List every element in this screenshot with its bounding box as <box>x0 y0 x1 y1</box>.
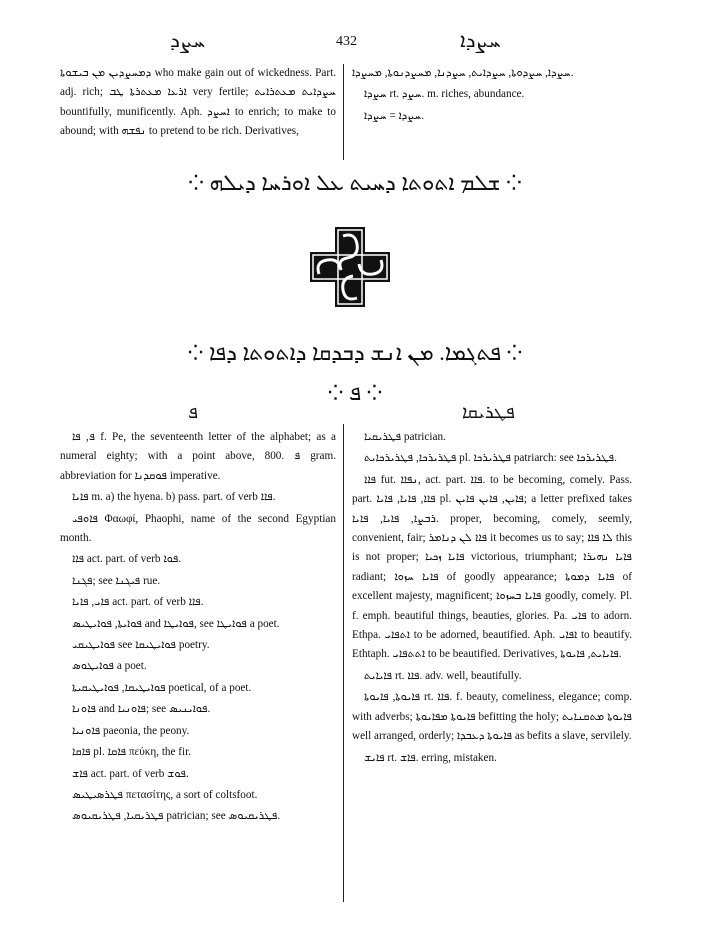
dictionary-entry: ܦܐܐ act. part. of verb ܦܘܐ. <box>72 553 182 566</box>
dictionary-entry: ܦܐܝܘܬܐ, ܦܐܝܘܬܐ rt. ܦܐܐ. f. beauty, comeliness, elegance; comp. with adverbs; ܦܐܝܘܬܐ ܡܦܐܝܘܬܐ befitting the holy; ܦܐܝܘܬܐ ܡܬܩܢܐܝܬ well arranged, orderly; ܦܐܝܘܬܐ ܕܥܒܕܐ as befits a slave, servilely. <box>352 691 632 743</box>
dictionary-entry: ܦܐܫ act. part. of verb ܦܘܫ. <box>72 767 189 780</box>
header-left-word: ܚܨܕ <box>170 30 205 52</box>
running-header <box>60 30 650 56</box>
top-left-column <box>60 64 336 144</box>
dictionary-entry: ܦܛܪܣܝܛܝܣ πετασίτης, a sort of coltsfoot. <box>72 788 258 801</box>
dictionary-entry: ܦܐܘܦܝ Φαωφί, Phaophi, name of the second Egyptian month. <box>60 512 336 545</box>
bottom-left-column <box>60 428 336 829</box>
cross-ornament-icon <box>305 222 395 312</box>
dictionary-entry: ܦܘܐܝܛܝܩܐ, ܦܘܐܝܛܝܩܝܬܐ poetical, of a poet. <box>72 681 252 694</box>
dictionary-entry: ܦ, ܦܐ f. Pe, the seventeenth letter of the alphabet; as a numeral eighty; with a point above, 800. ܦ gram. abbreviation for ܦܘܩܕܢܐ imperative. <box>60 431 336 482</box>
dictionary-entry: ܦܐܘܢܝܐ paeonia, the peony. <box>72 724 190 737</box>
column-divider <box>343 64 344 160</box>
dictionary-entry: ܦܐܝܐܝܬ rt. ܦܐܐ. adv. well, beautifully. <box>364 669 522 682</box>
entry-text: ܕܡܚܨܕܝܢ ܡܢ ܒܝܫܘܬܐ who make gain out of wickedness. Part. adj. rich; ܐܪܥܐ ܡܥܬܪܬܐ ܛܒ very fertile; ܚܨܕܐܝܬ ܡܥܬܪܐܝܬ bountifully, munificently. Aph. ܐܚܨܕ to enrich; to make to abound; with ܢܦܫܗ to pretend to be rich. Derivatives, <box>60 67 336 138</box>
dictionary-entry: ܦܓܢܐ; see ܦܝܓܢܐ rue. <box>72 574 161 587</box>
section-start-title: ⁘ ܦܬܓܡܐ. ܡܢ ܐܢܫ ܕܒܕܩܐ ܕܐܬܘܬܐ ܕܦܐ ⁘ <box>187 340 523 365</box>
page-number: 432 <box>336 34 357 49</box>
header-right-word: ܚܨܕܐ <box>460 30 501 52</box>
column-divider <box>343 424 344 902</box>
dictionary-entry: ܦܘܐܝܛܝܩܝ see ܦܘܐܝܛܝܩܐ poetry. <box>72 639 210 652</box>
section-end-title: ⁘ ܫܠܡ ܐܬܘܬܐ ܕܚܝܬ ܥܠ ܐܘܪܚܐ ܕܝܠܗ ⁘ <box>188 170 522 195</box>
dictionary-entry: ܦܛܪܝܩܝܐ patrician. <box>364 431 446 443</box>
dictionary-entry: ܦܐܝܫ rt. ܦܐܫ. erring, mistaken. <box>364 751 497 764</box>
letter-heading: ⁘ ܦ ⁘ <box>327 380 383 405</box>
dictionary-entry: ܦܛܪܝܪܟܐ, ܦܛܪܝܪܟܐܝܬ pl. ܦܛܪܝܪܟܐ patriarch: see ܦܛܪܝܪܟܐ. <box>364 452 617 465</box>
dictionary-entry: ܦܐܝܐ m. a) the hyena. b) pass. part. of verb ܦܐܐ. <box>72 491 276 504</box>
entry-text: ܚܨܕܐ rt. ܚܨܕ. m. riches, abundance. <box>364 88 525 101</box>
dictionary-entry: ܦܐܩܐ pl. ܦܐܩܐ πεύκη, the fir. <box>72 746 192 759</box>
entry-text: ܚܨܕܐ, ܚܨܕܘܬܐ, ܚܨܕܐܝܬ, ܚܨܕܢܐ, ܡܚܨܕܢܘܬܐ, ܡܚܨܕܐ. <box>352 67 574 79</box>
dictionary-entry: ܦܐܐ fut. ܢܦܐܐ, act. part. ܦܐܐ. to be becoming, comely. Pass. part. ܦܐܐ, ܦܐܝܐ, ܦܐܝܐ pl. ܦܐܝܢ, ܦܐܝܢ ܦܐܝܢ; a letter prefixed takes ܪܒܨܐ, ܦܐܝܐ, ܦܐܝܐ. proper, becoming, comely, seemly, convenient, fair; ܦܐܐ ܠܢ ܕܢܐܡܪ it becomes us to say; ܠܐ ܦܐܐ this is not proper; ܦܐܝܐ ܙܟܝܐ victorious, triumphant; ܦܐܝܐ ܢܗܝܪܐ radiant; ܦܐܝܐ ܚܙܘܐ of goodly appearance; ܦܐܝܐ ܕܡܘܬܐ of excellent majesty, magnificent; ܦܐܝܐ ܒܚܙܘܐ goodly, comely. Pl. f. emph. beautiful things, beauties, glories. Pa. ܦܐܝ to adorn. Ethpa. ܐܬܦܐܝ to be adorned, beautified. Aph. ܐܦܐܝ to beautify. Ethtaph. ܐܬܬܦܐܝ to be beautified. Derivatives, ܦܐܝܐܝܬ, ܦܐܝܘܬܐ. <box>352 473 633 661</box>
bottom-right-column <box>352 428 632 770</box>
column-head-left: ܦ <box>188 402 198 422</box>
column-head-right: ܦܛܪܝܩܐ <box>462 402 515 422</box>
dictionary-entry: ܦܘܐܝܛܘܣ a poet. <box>72 660 147 673</box>
dictionary-entry: ܦܐܘܢܐ and ܦܐܘܢܝܐ; see ܦܘܐܝܢܝܣ. <box>72 703 211 716</box>
entry-text: ܚܨܕܐ = ܚܨܕܐ. <box>364 109 425 122</box>
dictionary-entry: ܦܘܐܝܬܐ, ܦܘܐܝܛܝܣ and ܦܘܐܝܛܐ, see ܦܘܐܝܛܐ a poet. <box>72 617 280 630</box>
dictionary-entry: ܦܛܪܝܩܝܐ, ܦܛܪܝܩܝܘܣ patrician; see ܦܛܪܝܩܝܘܣ. <box>72 810 281 823</box>
top-right-column <box>352 64 632 128</box>
dictionary-entry: ܦܐܝ, ܦܐܝܐ act. part. of verb ܦܐܐ. <box>72 596 204 609</box>
